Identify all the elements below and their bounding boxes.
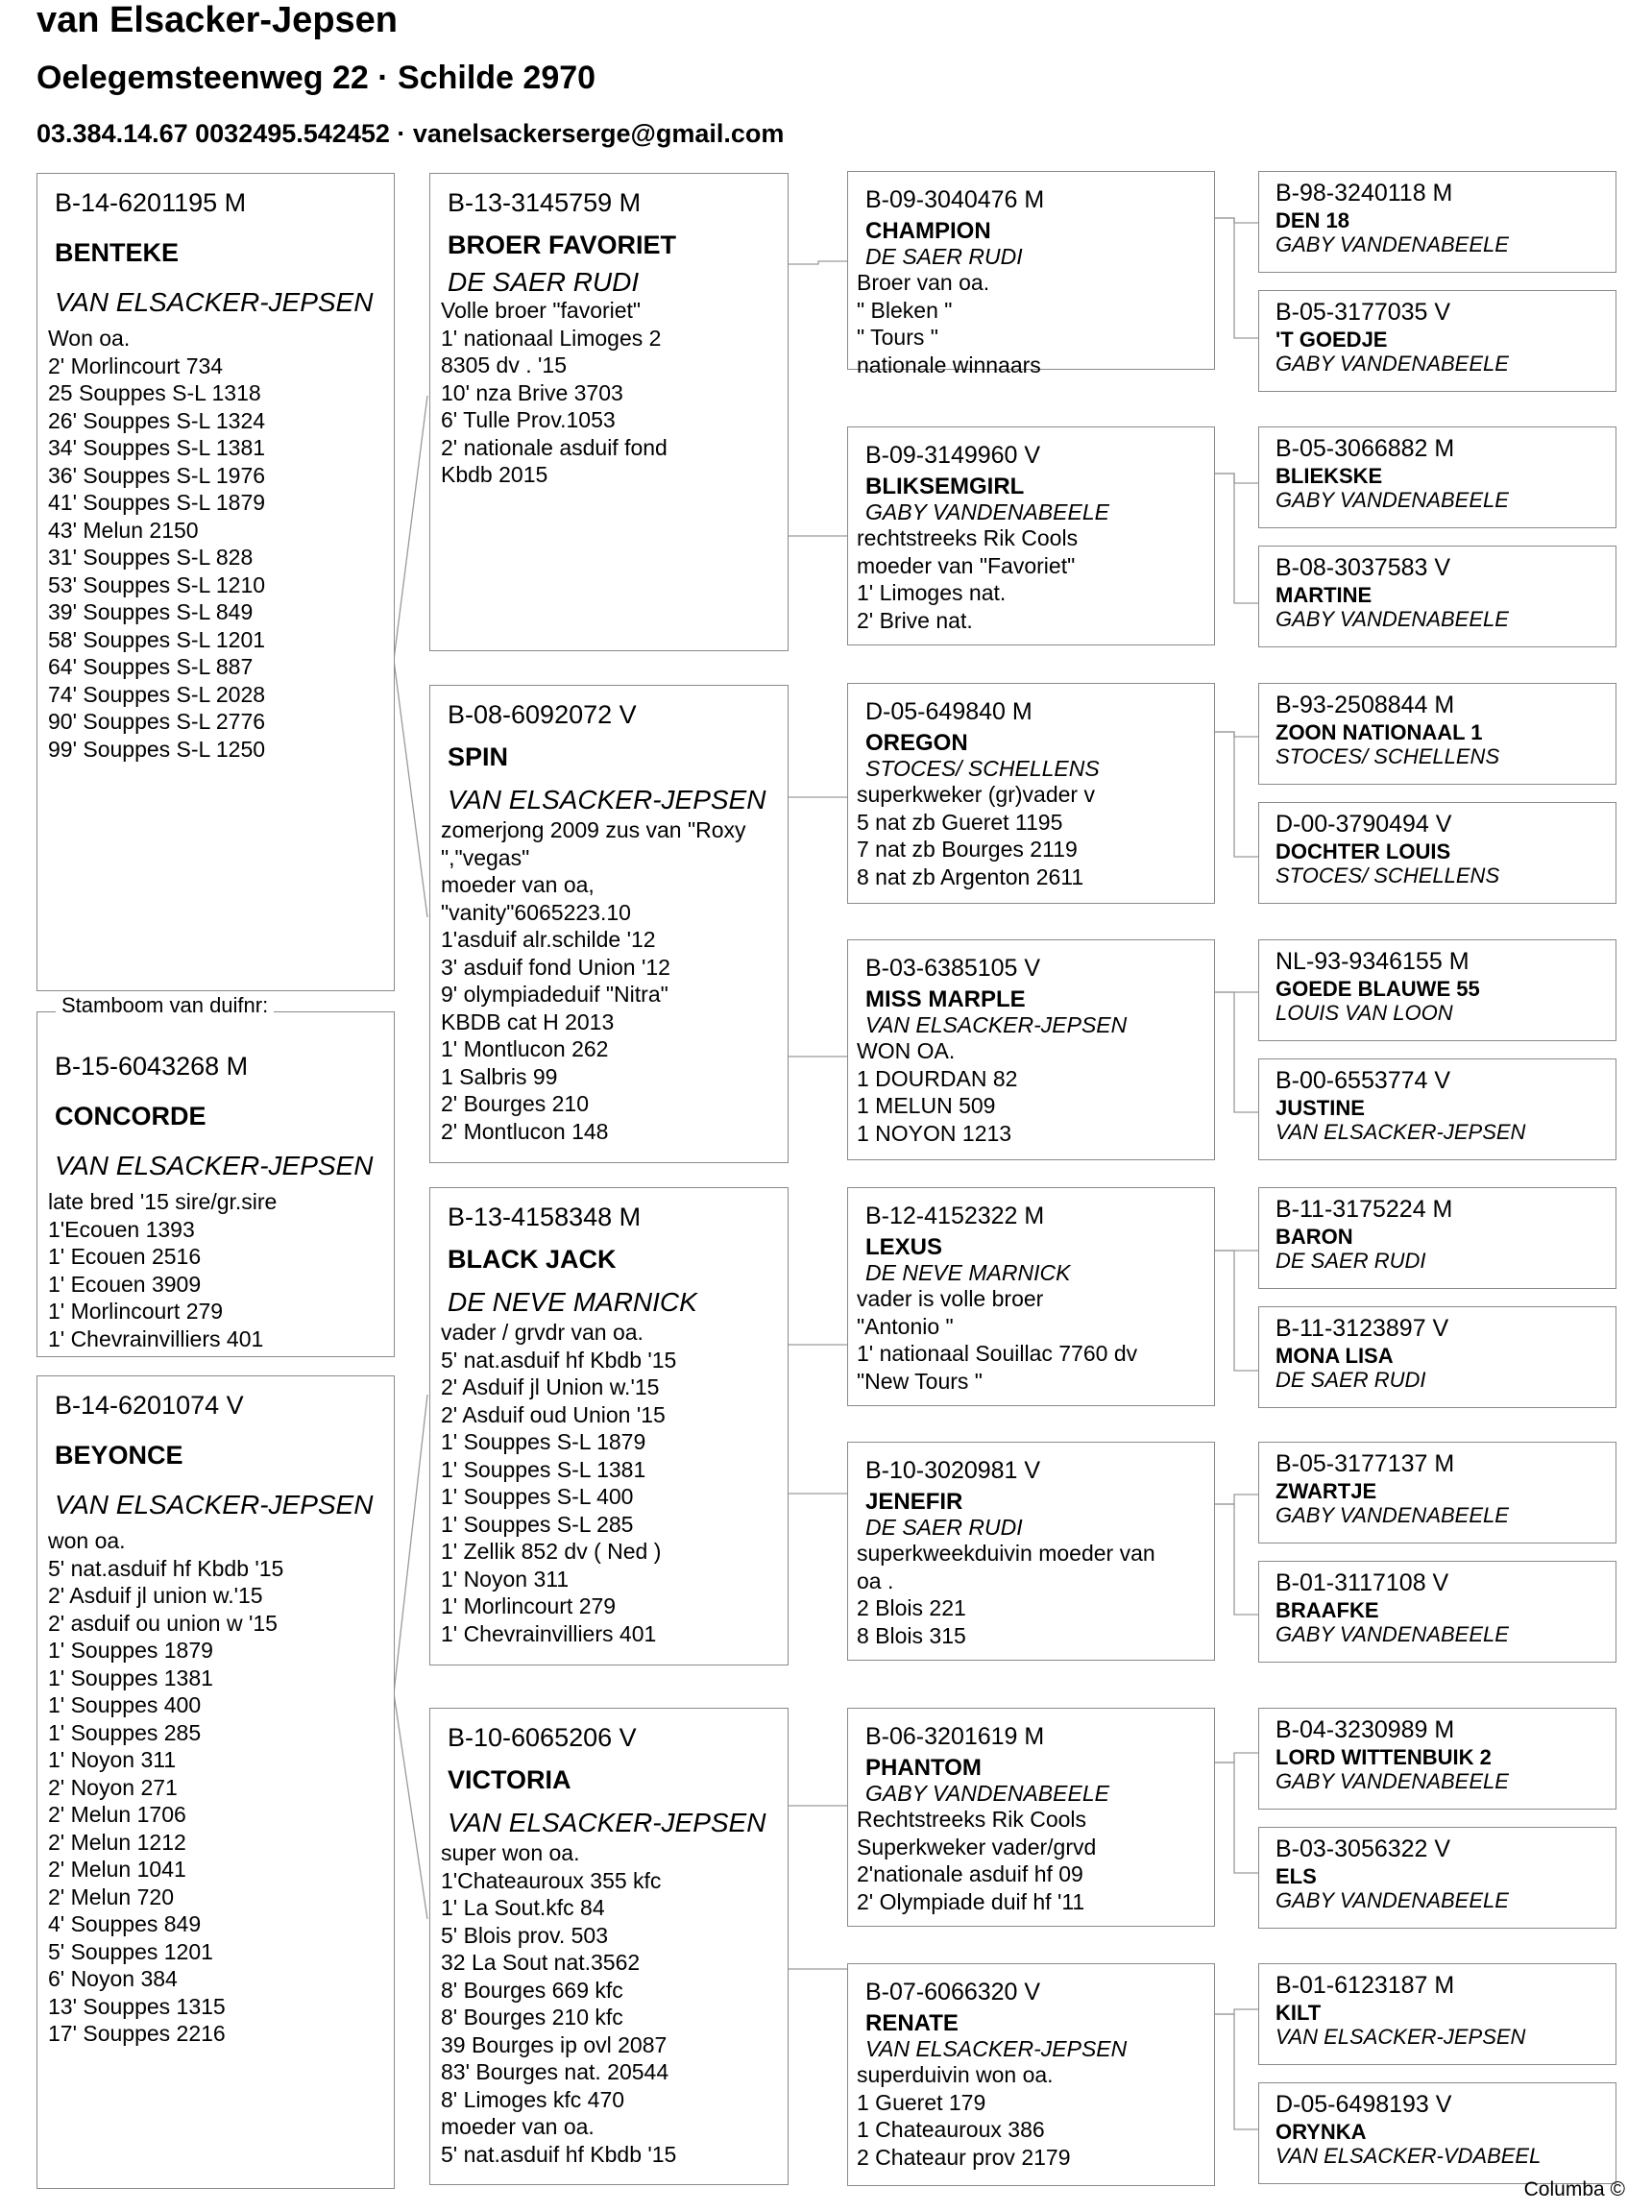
description-line: 2' Brive nat. xyxy=(857,607,973,633)
description xyxy=(48,1188,384,1352)
owner-name: VAN ELSACKER-JEPSEN xyxy=(55,1151,374,1180)
description-line: 1'asduif alr.schilde '12 xyxy=(441,927,656,952)
description-line: 1' Limoges nat. xyxy=(857,580,1007,605)
description xyxy=(857,1037,1204,1147)
breeder-name: van Elsacker-Jepsen xyxy=(36,0,399,40)
description-line: 1' Noyon 311 xyxy=(441,1566,570,1592)
pigeon-name: DOCHTER LOUIS xyxy=(1275,839,1451,863)
description-line: moeder van oa. xyxy=(441,2114,595,2139)
pigeon-name: BLIKSEMGIRL xyxy=(865,474,1025,499)
ring-number: B-07-6066320 V xyxy=(865,1979,1041,2005)
description-line: won oa. xyxy=(48,1528,126,1553)
great-grandparent-card[interactable] xyxy=(847,171,1215,377)
pigeon-name: BENTEKE xyxy=(55,238,180,267)
description-line: 2' Melun 1212 xyxy=(48,1829,186,1855)
pigeon-name: ZWARTJE xyxy=(1275,1479,1377,1503)
pigeon-name: OREGON xyxy=(865,730,968,756)
pigeon-name: VICTORIA xyxy=(448,1765,571,1794)
owner-name: VAN ELSACKER-JEPSEN xyxy=(55,287,374,317)
description-line: 1' Ecouen 2516 xyxy=(48,1244,202,1269)
description-line: 1' Noyon 311 xyxy=(48,1747,177,1772)
description xyxy=(441,816,778,1145)
description-line: 1 DOURDAN 82 xyxy=(857,1065,1018,1091)
description-line: 1 Gueret 179 xyxy=(857,2089,986,2115)
great-great-grandparent-card[interactable] xyxy=(1258,1058,1616,1160)
great-grandparent-card[interactable] xyxy=(847,1708,1215,1927)
description-line: 8' Bourges 210 kfc xyxy=(441,2005,623,2030)
ring-number: B-11-3123897 V xyxy=(1275,1315,1449,1342)
owner-name: GABY VANDENABEELE xyxy=(865,499,1109,524)
description-line: 5' nat.asduif hf Kbdb '15 xyxy=(48,1555,284,1581)
description-line: vader / grvdr van oa. xyxy=(441,1320,644,1345)
description-line: 4' Souppes 849 xyxy=(48,1911,202,1936)
description-line: 2' asduif ou union w '15 xyxy=(48,1610,278,1636)
description-line: 1' Zellik 852 dv ( Ned ) xyxy=(441,1539,662,1564)
description-line: 6' Tulle Prov.1053 xyxy=(441,407,616,432)
description-line: 43' Melun 2150 xyxy=(48,517,199,543)
description xyxy=(441,297,778,489)
description-line: 1' Souppes 1381 xyxy=(48,1665,213,1690)
description-line: oa . xyxy=(857,1568,894,1593)
description-line: 8' Limoges kfc 470 xyxy=(441,2086,625,2112)
owner-name: DE NEVE MARNICK xyxy=(448,1287,697,1317)
description-line: " Bleken " xyxy=(857,297,953,323)
description-line: 41' Souppes S-L 1879 xyxy=(48,490,266,515)
father-card[interactable] xyxy=(36,173,395,991)
ring-number: B-10-6065206 V xyxy=(448,1723,637,1752)
ring-number: D-05-6498193 V xyxy=(1275,2091,1452,2118)
description-line: 2' Melun 1706 xyxy=(48,1802,186,1827)
pigeon-name: BLIEKSKE xyxy=(1275,464,1383,488)
description-line: 1'Ecouen 1393 xyxy=(48,1216,195,1242)
ring-number: B-06-3201619 M xyxy=(865,1723,1045,1750)
description-line: Rechtstreeks Rik Cools xyxy=(857,1807,1087,1832)
description-line: 1' Morlincourt 279 xyxy=(48,1299,224,1324)
ring-number: B-12-4152322 M xyxy=(865,1203,1045,1229)
ring-number: B-10-3020981 V xyxy=(865,1457,1041,1484)
great-great-grandparent-card[interactable] xyxy=(1258,290,1616,392)
ring-number: B-98-3240118 M xyxy=(1275,180,1453,207)
pigeon-name: BEYONCE xyxy=(55,1441,183,1470)
pigeon-name: JENEFIR xyxy=(865,1489,963,1515)
description-line: 83' Bourges nat. 20544 xyxy=(441,2059,669,2084)
ring-number: B-05-3066882 M xyxy=(1275,435,1455,462)
breeder-address: Oelegemsteenweg 22 · Schilde 2970 xyxy=(36,60,596,96)
description-line: 2' Asduif oud Union '15 xyxy=(441,1401,666,1427)
great-great-grandparent-card[interactable] xyxy=(1258,171,1616,273)
ring-number: B-01-3117108 V xyxy=(1275,1569,1449,1596)
description-line: 2' nationale asduif fond xyxy=(441,434,668,460)
ring-number: B-04-3230989 M xyxy=(1275,1716,1455,1743)
description-line: 36' Souppes S-L 1976 xyxy=(48,462,266,488)
description-line: 90' Souppes S-L 2776 xyxy=(48,709,266,734)
description-line: "vanity"6065223.10 xyxy=(441,899,631,925)
great-great-grandparent-card[interactable] xyxy=(1258,1963,1616,2065)
description-line: 1' Chevrainvilliers 401 xyxy=(441,1620,657,1646)
pigeon-name: GOEDE BLAUWE 55 xyxy=(1275,977,1480,1001)
description xyxy=(857,1806,1204,1915)
description-line: 1' Souppes 1879 xyxy=(48,1638,213,1663)
great-grandparent-card[interactable] xyxy=(847,1442,1215,1661)
pigeon-name: ELS xyxy=(1275,1864,1317,1888)
great-great-grandparent-card[interactable] xyxy=(1258,1187,1616,1289)
description-line: 1' nationaal Souillac 7760 dv xyxy=(857,1341,1138,1366)
owner-name: VAN ELSACKER-JEPSEN xyxy=(1275,1120,1526,1144)
great-great-grandparent-card[interactable] xyxy=(1258,683,1616,785)
ring-number: D-05-649840 M xyxy=(865,698,1032,725)
pigeon-name: BRAAFKE xyxy=(1275,1598,1379,1622)
description xyxy=(441,1319,778,1647)
description-line: 13' Souppes 1315 xyxy=(48,1993,226,2019)
owner-name: GABY VANDENABEELE xyxy=(1275,488,1509,512)
description xyxy=(857,781,1204,890)
description-line: WON OA. xyxy=(857,1038,956,1063)
description-line: 8' Bourges 669 kfc xyxy=(441,1977,623,2003)
owner-name: VAN ELSACKER-JEPSEN xyxy=(448,1808,766,1837)
owner-name: GABY VANDENABEELE xyxy=(1275,1888,1509,1912)
description xyxy=(857,2061,1204,2171)
great-grandparent-card[interactable] xyxy=(847,939,1215,1160)
description-line: 10' nza Brive 3703 xyxy=(441,379,623,405)
ring-number: B-08-6092072 V xyxy=(448,700,637,729)
description-line: 1' Ecouen 3909 xyxy=(48,1271,202,1297)
pigeon-name: SPIN xyxy=(448,742,509,771)
pigeon-name: BARON xyxy=(1275,1225,1353,1249)
pigeon-name: DEN 18 xyxy=(1275,208,1350,232)
description-line: 3' asduif fond Union '12 xyxy=(441,954,670,980)
owner-name: VAN ELSACKER-JEPSEN xyxy=(448,785,766,814)
description xyxy=(48,1527,384,2048)
description-line: Superkweker vader/grvd xyxy=(857,1834,1097,1860)
grandparent-card[interactable] xyxy=(429,1187,789,1665)
pigeon-name: ZOON NATIONAAL 1 xyxy=(1275,720,1483,744)
description-line: 9' olympiadeduif "Nitra" xyxy=(441,982,668,1007)
ring-number: B-08-3037583 V xyxy=(1275,554,1451,581)
ring-number: B-01-6123187 M xyxy=(1275,1972,1455,1999)
pigeon-name: PHANTOM xyxy=(865,1755,982,1781)
description-line: 1' Souppes S-L 1879 xyxy=(441,1429,646,1454)
description-line: 7 nat zb Bourges 2119 xyxy=(857,837,1078,862)
pigeon-name: MARTINE xyxy=(1275,583,1373,607)
description-line: 1' Souppes S-L 1381 xyxy=(441,1456,646,1482)
owner-name: STOCES/ SCHELLENS xyxy=(1275,744,1500,768)
breeder-contact: 03.384.14.67 0032495.542452 · vanelsackerserge@gmail.com xyxy=(36,119,785,148)
grandparent-card[interactable] xyxy=(429,173,789,651)
owner-name: DE SAER RUDI xyxy=(1275,1368,1426,1392)
great-grandparent-card[interactable] xyxy=(847,1963,1215,2186)
description-line: superkweekduivin moeder van xyxy=(857,1541,1155,1566)
description xyxy=(857,1285,1204,1395)
description-line: 99' Souppes S-L 1250 xyxy=(48,736,266,762)
owner-name: VAN ELSACKER-JEPSEN xyxy=(55,1490,374,1519)
pigeon-name: LEXUS xyxy=(865,1234,943,1260)
description-line: superduivin won oa. xyxy=(857,2062,1054,2087)
ring-number: B-05-3177035 V xyxy=(1275,299,1451,326)
owner-name: GABY VANDENABEELE xyxy=(1275,232,1509,256)
description-line: super won oa. xyxy=(441,1840,580,1865)
great-great-grandparent-card[interactable] xyxy=(1258,1708,1616,1810)
description-line: 2' Montlucon 148 xyxy=(441,1118,609,1144)
ring-number: B-93-2508844 M xyxy=(1275,692,1455,718)
description-line: 1'Chateauroux 355 kfc xyxy=(441,1867,662,1893)
description-line: vader is volle broer xyxy=(857,1286,1044,1311)
description-line: late bred '15 sire/gr.sire xyxy=(48,1189,278,1214)
description-line: 1' Souppes S-L 285 xyxy=(441,1511,634,1537)
description-line: ","vegas" xyxy=(441,844,530,870)
pigeon-name: 'T GOEDJE xyxy=(1275,328,1388,352)
description-line: 32 La Sout nat.3562 xyxy=(441,1950,641,1975)
description-line: 34' Souppes S-L 1381 xyxy=(48,435,266,460)
owner-name: GABY VANDENABEELE xyxy=(865,1781,1109,1806)
description-line: 74' Souppes S-L 2028 xyxy=(48,681,266,707)
description-line: moeder van oa, xyxy=(441,872,595,897)
description-line: 2' Asduif jl Union w.'15 xyxy=(441,1374,660,1399)
description-line: 5 nat zb Gueret 1195 xyxy=(857,809,1063,835)
description-line: 5' nat.asduif hf Kbdb '15 xyxy=(441,1347,677,1373)
mother-card[interactable] xyxy=(36,1375,395,2189)
owner-name: VAN ELSACKER-JEPSEN xyxy=(1275,2025,1526,2049)
description-line: 5' Souppes 1201 xyxy=(48,1938,213,1964)
description-line: 2'nationale asduif hf 09 xyxy=(857,1861,1083,1886)
description-line: 1' Morlincourt 279 xyxy=(441,1593,617,1618)
owner-name: LOUIS VAN LOON xyxy=(1275,1001,1453,1025)
ring-number: B-09-3149960 V xyxy=(865,442,1041,469)
great-great-grandparent-card[interactable] xyxy=(1258,1306,1616,1408)
pigeon-name: ORYNKA xyxy=(1275,2120,1367,2144)
owner-name: DE SAER RUDI xyxy=(448,267,640,297)
great-grandparent-card[interactable] xyxy=(847,426,1215,645)
owner-name: VAN ELSACKER-JEPSEN xyxy=(865,1012,1128,1037)
pigeon-name: BROER FAVORIET xyxy=(448,231,677,259)
owner-name: DE SAER RUDI xyxy=(865,1515,1023,1540)
pedigree-label: Stamboom van duifnr: xyxy=(56,993,274,1018)
description-line: 2' Melun 1041 xyxy=(48,1857,186,1882)
description-line: 5' Blois prov. 503 xyxy=(441,1922,609,1948)
ring-number: B-11-3175224 M xyxy=(1275,1196,1453,1223)
description-line: 58' Souppes S-L 1201 xyxy=(48,626,266,652)
description-line: moeder van "Favoriet" xyxy=(857,552,1076,578)
description-line: 1' Souppes S-L 400 xyxy=(441,1484,634,1509)
description-line: 25 Souppes S-L 1318 xyxy=(48,380,261,405)
description-line: 1 Chateauroux 386 xyxy=(857,2117,1045,2142)
description-line: "New Tours " xyxy=(857,1368,983,1394)
owner-name: GABY VANDENABEELE xyxy=(1275,1503,1509,1527)
great-grandparent-card[interactable] xyxy=(847,1187,1215,1406)
great-great-grandparent-card[interactable] xyxy=(1258,802,1616,904)
owner-name: GABY VANDENABEELE xyxy=(1275,352,1509,376)
owner-name: DE NEVE MARNICK xyxy=(865,1260,1071,1285)
pigeon-name: BLACK JACK xyxy=(448,1245,617,1274)
owner-name: DE SAER RUDI xyxy=(865,244,1023,269)
owner-name: GABY VANDENABEELE xyxy=(1275,1622,1509,1646)
ring-number: D-00-3790494 V xyxy=(1275,811,1452,838)
description-line: 2' Asduif jl union w.'15 xyxy=(48,1583,263,1608)
owner-name: GABY VANDENABEELE xyxy=(1275,1769,1509,1793)
description-line: 53' Souppes S-L 1210 xyxy=(48,571,266,597)
great-great-grandparent-card[interactable] xyxy=(1258,1561,1616,1663)
ring-number: B-03-3056322 V xyxy=(1275,1835,1451,1862)
description xyxy=(48,325,384,763)
description-line: 1' nationaal Limoges 2 xyxy=(441,325,662,351)
ring-number: B-09-3040476 M xyxy=(865,186,1045,213)
description-line: Kbdb 2015 xyxy=(441,462,548,487)
great-great-grandparent-card[interactable] xyxy=(1258,426,1616,528)
owner-name: GABY VANDENABEELE xyxy=(1275,607,1509,631)
ring-number: B-14-6201074 V xyxy=(55,1391,244,1420)
description-line: 64' Souppes S-L 887 xyxy=(48,654,254,679)
description-line: 2' Morlincourt 734 xyxy=(48,352,224,378)
description-line: superkweker (gr)vader v xyxy=(857,782,1095,807)
description-line: 17' Souppes 2216 xyxy=(48,2021,226,2046)
description-line: " Tours " xyxy=(857,325,938,350)
description-line: 5' nat.asduif hf Kbdb '15 xyxy=(441,2141,677,2167)
description-line: 2' Noyon 271 xyxy=(48,1774,178,1800)
great-great-grandparent-card[interactable] xyxy=(1258,1827,1616,1929)
pigeon-name: KILT xyxy=(1275,2001,1322,2025)
description-line: 8 nat zb Argenton 2611 xyxy=(857,863,1084,889)
description-line: 2' Bourges 210 xyxy=(441,1091,590,1116)
description-line: 2' Melun 720 xyxy=(48,1884,174,1909)
pigeon-name: CONCORDE xyxy=(55,1102,206,1130)
grandparent-card[interactable] xyxy=(429,685,789,1163)
description-line: 1' Montlucon 262 xyxy=(441,1036,609,1061)
description xyxy=(857,269,1204,378)
grandparent-card[interactable] xyxy=(429,1708,789,2185)
description-line: Volle broer "favoriet" xyxy=(441,298,642,323)
owner-name: VAN ELSACKER-JEPSEN xyxy=(865,2036,1128,2061)
great-great-grandparent-card[interactable] xyxy=(1258,1442,1616,1544)
description-line: Won oa. xyxy=(48,326,131,351)
great-great-grandparent-card[interactable] xyxy=(1258,939,1616,1041)
description-line: nationale winnaars xyxy=(857,352,1041,377)
description-line: 31' Souppes S-L 828 xyxy=(48,545,254,570)
great-great-grandparent-card[interactable] xyxy=(1258,546,1616,647)
description-line: 2' Olympiade duif hf '11 xyxy=(857,1888,1085,1914)
description-line: 1' Souppes 400 xyxy=(48,1692,202,1717)
description-line: 2 Blois 221 xyxy=(857,1595,966,1620)
pigeon-name: LORD WITTENBUIK 2 xyxy=(1275,1745,1492,1769)
description-line: 1' Souppes 285 xyxy=(48,1719,202,1745)
ring-number: B-03-6385105 V xyxy=(865,955,1041,982)
description-line: 1' Chevrainvilliers 401 xyxy=(48,1325,264,1351)
description xyxy=(857,1540,1204,1649)
pigeon-name: RENATE xyxy=(865,2010,959,2036)
pigeon-name: CHAMPION xyxy=(865,218,991,244)
ring-number: B-13-4158348 M xyxy=(448,1203,642,1231)
description-line: 2 Chateaur prov 2179 xyxy=(857,2144,1071,2170)
description-line: 6' Noyon 384 xyxy=(48,1966,178,1991)
description-line: Broer van oa. xyxy=(857,270,990,295)
description-line: KBDB cat H 2013 xyxy=(441,1009,615,1034)
great-great-grandparent-card[interactable] xyxy=(1258,2082,1616,2184)
description-line: 39' Souppes S-L 849 xyxy=(48,599,254,624)
owner-name: STOCES/ SCHELLENS xyxy=(865,756,1100,781)
description-line: 1 Salbris 99 xyxy=(441,1063,558,1089)
pigeon-name: MISS MARPLE xyxy=(865,986,1026,1012)
description-line: 1' La Sout.kfc 84 xyxy=(441,1895,605,1920)
description-line: "Antonio " xyxy=(857,1313,954,1339)
description-line: 39 Bourges ip ovl 2087 xyxy=(441,2031,668,2057)
ring-number: B-13-3145759 M xyxy=(448,188,642,217)
description-line: rechtstreeks Rik Cools xyxy=(857,525,1079,550)
description-line: 1 MELUN 509 xyxy=(857,1093,996,1118)
ring-number: B-05-3177137 M xyxy=(1275,1450,1455,1477)
description-line: 8 Blois 315 xyxy=(857,1622,966,1648)
owner-name: DE SAER RUDI xyxy=(1275,1249,1426,1273)
ring-number: NL-93-9346155 M xyxy=(1275,948,1470,975)
pigeon-name: MONA LISA xyxy=(1275,1344,1394,1368)
owner-name: STOCES/ SCHELLENS xyxy=(1275,863,1500,887)
ring-number: B-15-6043268 M xyxy=(55,1052,249,1081)
ring-number: B-00-6553774 V xyxy=(1275,1067,1451,1094)
pigeon-name: JUSTINE xyxy=(1275,1096,1365,1120)
subject-card[interactable] xyxy=(36,1011,395,1357)
description xyxy=(857,524,1204,634)
description xyxy=(441,1839,778,2168)
ring-number: B-14-6201195 M xyxy=(55,188,247,217)
great-grandparent-card[interactable] xyxy=(847,683,1215,904)
description-line: 26' Souppes S-L 1324 xyxy=(48,407,266,433)
description-line: zomerjong 2009 zus van "Roxy xyxy=(441,817,746,842)
description-line: 8305 dv . '15 xyxy=(441,352,567,377)
description-line: 1 NOYON 1213 xyxy=(857,1120,1012,1146)
footer-credit: Columba © xyxy=(1523,2178,1625,2200)
owner-name: VAN ELSACKER-VDABEEL xyxy=(1275,2144,1542,2168)
